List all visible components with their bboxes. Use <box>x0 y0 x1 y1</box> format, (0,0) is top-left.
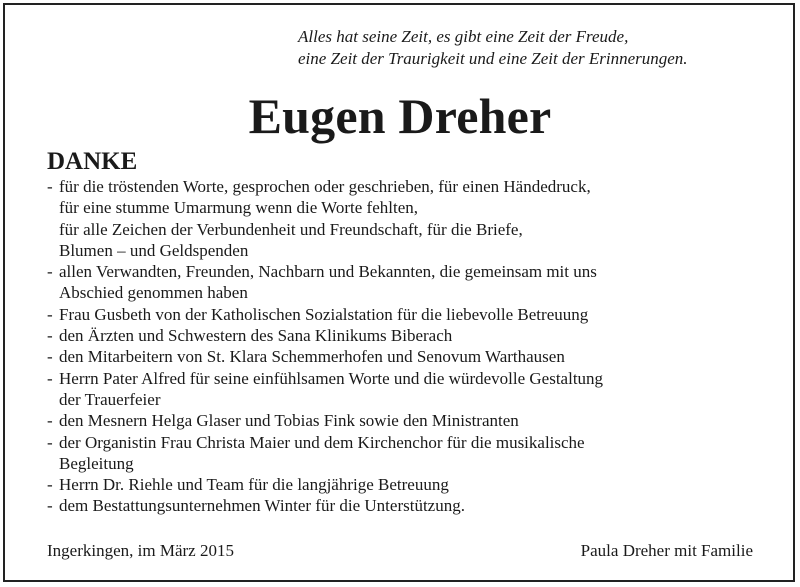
thanks-list <box>47 176 777 517</box>
thanks-item-line: Herrn Pater Alfred für seine einfühlsamen Worte und die würdevolle Gestaltung <box>59 368 604 388</box>
list-dash: - <box>47 304 53 324</box>
motto-line-2: eine Zeit der Traurigkeit und eine Zeit der Erinnerungen. <box>298 49 688 68</box>
place-date: Ingerkingen, im März 2015 <box>47 541 234 560</box>
thanks-item-text <box>59 325 452 346</box>
thanks-item-line: den Ärzten und Schwestern des Sana Klinikums Biberach <box>59 326 453 346</box>
thanks-item-text <box>59 410 519 431</box>
thanks-item-line: für eine stumme Umarmung wenn die Worte fehlten, <box>59 198 418 218</box>
list-dash: - <box>47 326 53 346</box>
list-dash: - <box>47 411 53 431</box>
thanks-item-text <box>59 346 565 367</box>
thanks-item <box>47 432 777 475</box>
list-dash: - <box>47 262 53 282</box>
thanks-item <box>47 495 777 516</box>
thanks-item <box>47 474 777 495</box>
thanks-item-line: Blumen – und Geldspenden <box>59 240 249 260</box>
thanks-item <box>47 368 777 411</box>
thanks-item-line: Abschied genommen haben <box>59 283 248 303</box>
list-dash: - <box>47 432 53 452</box>
thanks-item-text <box>59 474 449 495</box>
thanks-item-text <box>59 432 585 475</box>
motto-quote <box>298 26 768 70</box>
thanks-item-line: den Mesnern Helga Glaser und Tobias Fink sowie den Ministranten <box>59 411 519 431</box>
thanks-item-line: allen Verwandten, Freunden, Nachbarn und Bekannten, die gemeinsam mit uns <box>59 262 597 282</box>
thanks-item-line: den Mitarbeitern von St. Klara Schemmerhofen und Senovum Warthausen <box>59 347 565 367</box>
thanks-item <box>47 346 777 367</box>
thanks-item-line: der Organistin Frau Christa Maier und dem Kirchenchor für die musikalische <box>59 432 585 452</box>
deceased-name: Eugen Dreher <box>248 88 552 144</box>
motto-line-1: Alles hat seine Zeit, es gibt eine Zeit der Freude, <box>298 27 629 46</box>
list-dash: - <box>47 177 53 196</box>
thanks-item <box>47 304 777 325</box>
thanks-item-line: dem Bestattungsunternehmen Winter für die Unterstützung. <box>59 496 465 516</box>
thanks-item-line: für alle Zeichen der Verbundenheit und Freundschaft, für die Briefe, <box>59 219 523 239</box>
danke-heading: DANKE <box>47 148 138 175</box>
list-dash: - <box>47 347 53 367</box>
thanks-item-line: Herrn Dr. Riehle und Team für die langjährige Betreuung <box>59 475 449 495</box>
thanks-item <box>47 261 777 304</box>
list-dash: - <box>47 496 53 516</box>
thanks-item-text <box>59 304 588 325</box>
thanks-item-text <box>59 495 465 516</box>
thanks-item <box>47 410 777 431</box>
thanks-item <box>47 176 777 261</box>
list-dash: - <box>47 475 53 495</box>
signature: Paula Dreher mit Familie <box>580 541 753 560</box>
list-dash: - <box>47 368 53 388</box>
thanks-item-line: für die tröstenden Worte, gesprochen oder geschrieben, für einen Händedruck, <box>59 177 591 196</box>
thanks-item-line: der Trauerfeier <box>59 389 161 409</box>
thanks-item-line: Begleitung <box>59 453 134 473</box>
thanks-item-text <box>59 368 603 411</box>
thanks-item <box>47 325 777 346</box>
thanks-item-text <box>59 176 591 261</box>
thanks-item-text <box>59 261 597 304</box>
thanks-item-line: Frau Gusbeth von der Katholischen Sozialstation für die liebevolle Betreuung <box>59 304 589 324</box>
